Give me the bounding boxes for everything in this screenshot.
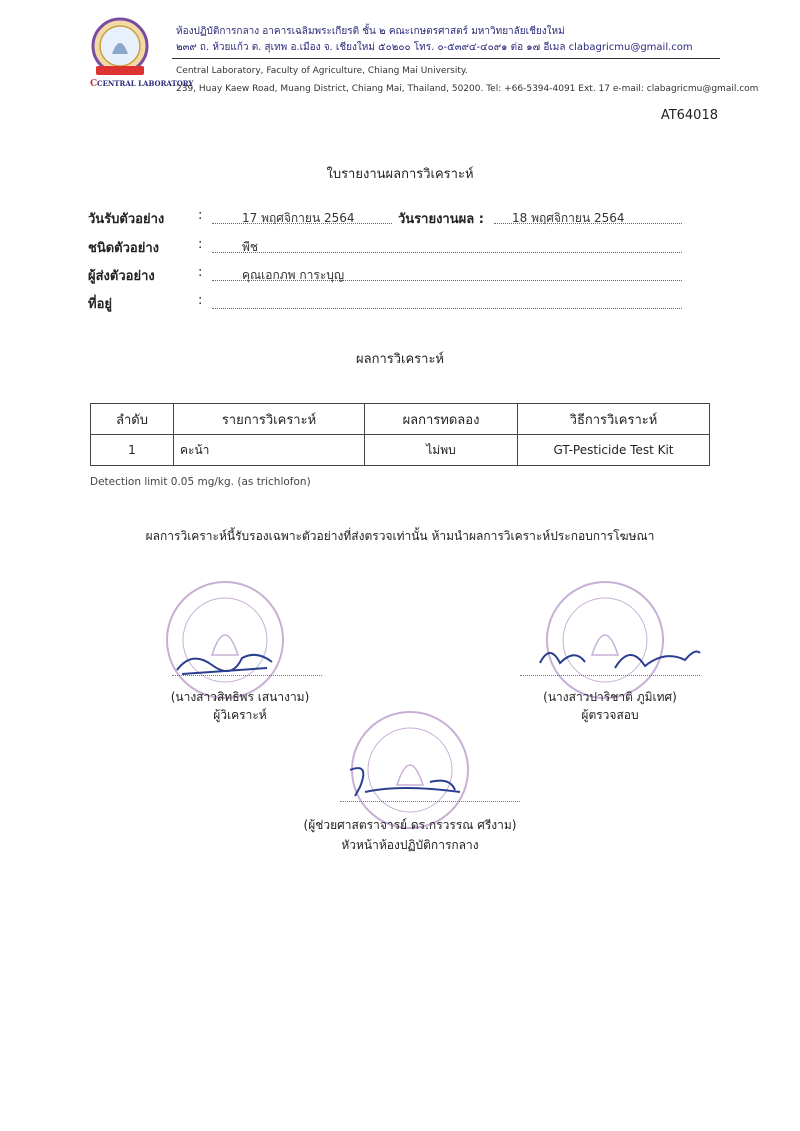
report-date-value: 18 พฤศจิกายน 2564 bbox=[512, 211, 625, 225]
checker-signature-line bbox=[520, 674, 700, 676]
checker-name: (นางสาวปาริชาติ ภูมิเทศ) bbox=[543, 690, 677, 704]
sender-line bbox=[212, 264, 682, 281]
detection-limit-note: Detection limit 0.05 mg/kg. (as trichlofon) bbox=[90, 476, 311, 488]
address-label: ที่อยู่ bbox=[88, 297, 112, 312]
header-english-line-1: Central Laboratory, Faculty of Agriculture, Chiang Mai University. bbox=[176, 66, 468, 76]
sender-colon: : bbox=[198, 265, 203, 280]
address-colon: : bbox=[198, 293, 203, 308]
column-header-result: ผลการทดลอง bbox=[365, 404, 518, 435]
sample-type-line bbox=[212, 236, 682, 253]
header-english-line-2: 239, Huay Kaew Road, Muang District, Chiang Mai, Thailand, 50200. Tel: +66-5394-4091 Ext. 17 e-mail: clabagricmu@gmail.com bbox=[176, 84, 759, 94]
analyst-signature-line bbox=[172, 674, 322, 676]
disclaimer-text: ผลการวิเคราะห์นี้รับรองเฉพาะตัวอย่างที่ส่งตรวจเท่านั้น ห้ามนำผลการวิเคราะห์ประกอบการโฆษณา bbox=[145, 529, 655, 543]
column-header-method: วิธีการวิเคราะห์ bbox=[518, 404, 710, 435]
address-line bbox=[212, 292, 682, 309]
head-role: หัวหน้าห้องปฏิบัติการกลาง bbox=[341, 838, 479, 852]
sender-value: คุณเอกภพ การะบุญ bbox=[242, 268, 345, 282]
cell-result: ไม่พบ bbox=[365, 435, 518, 466]
analyst-name: (นางสาวสิทธิพร เสนางาม) bbox=[170, 690, 310, 704]
checker-signature bbox=[535, 638, 705, 678]
received-date-value: 17 พฤศจิกายน 2564 bbox=[242, 211, 355, 225]
document-number: AT64018 bbox=[660, 108, 718, 123]
report-date-label: วันรายงานผล : bbox=[398, 212, 484, 227]
head-signature-line bbox=[340, 800, 520, 802]
checker-role: ผู้ตรวจสอบ bbox=[581, 708, 639, 722]
header-divider bbox=[172, 58, 720, 59]
sample-type-label: ชนิดตัวอย่าง bbox=[88, 241, 159, 256]
analyst-role: ผู้วิเคราะห์ bbox=[213, 708, 267, 722]
table-row bbox=[91, 435, 710, 466]
logo-badge-text: CENTRAL LABORATORY bbox=[97, 79, 194, 88]
results-table bbox=[90, 403, 710, 466]
received-date-line bbox=[212, 207, 392, 224]
received-date-label: วันรับตัวอย่าง bbox=[88, 212, 165, 227]
svg-text:C: C bbox=[90, 79, 98, 89]
cell-item: คะน้า bbox=[174, 435, 365, 466]
header-thai-line-2: ๒๓๙ ถ. ห้วยแก้ว ต. สุเทพ อ.เมือง จ. เชียงใหม่ ๕๐๒๐๐ โทร. ๐-๕๓๙๔-๔๐๙๑ ต่อ ๑๗ อีเมล clabagricmu@gmail.com bbox=[176, 42, 693, 53]
report-title: ใบรายงานผลการวิเคราะห์ bbox=[326, 167, 474, 182]
received-colon: : bbox=[198, 208, 203, 223]
sample-type-colon: : bbox=[198, 237, 203, 252]
column-header-no: ลำดับ bbox=[91, 404, 174, 435]
report-date-line bbox=[494, 207, 682, 224]
central-laboratory-logo bbox=[82, 14, 194, 90]
cell-method: GT-Pesticide Test Kit bbox=[518, 435, 710, 466]
results-section-title: ผลการวิเคราะห์ bbox=[355, 352, 444, 367]
header-thai-line-1: ห้องปฏิบัติการกลาง อาคารเฉลิมพระเกียรติ ชั้น ๒ คณะเกษตรศาสตร์ มหาวิทยาลัยเชียงใหม่ bbox=[176, 26, 565, 37]
head-signature bbox=[340, 762, 480, 802]
column-header-item: รายการวิเคราะห์ bbox=[174, 404, 365, 435]
sender-label: ผู้ส่งตัวอย่าง bbox=[88, 269, 155, 284]
cell-no: 1 bbox=[91, 435, 174, 466]
head-name: (ผู้ช่วยศาสตราจารย์ ดร.กรวรรณ ศรีงาม) bbox=[303, 818, 517, 832]
sample-type-value: พืช bbox=[242, 240, 259, 254]
table-header-row bbox=[91, 404, 710, 435]
